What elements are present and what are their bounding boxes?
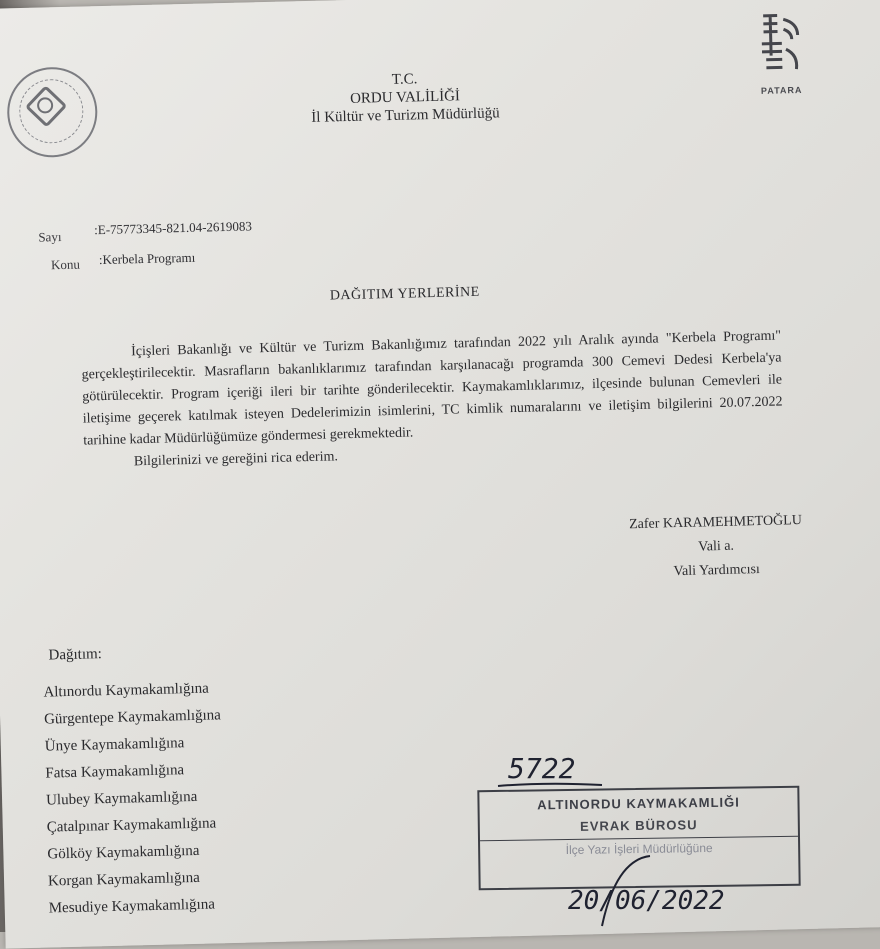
body-paragraph-1: İçişleri Bakanlığı ve Kültür ve Turizm Bakanlığımız tarafından 2022 yılı Aralık ayında "Kerbela Programı" gerçekleştirilecektir. Masrafların bakanlıklarımız tarafından karşılanacağı programda 300 Cemevi Dedesi Kerbela'ya götürülecektir. Program içeriği ileri bir tarihte gönderilecektir. Kaymakamlıklarımız, ilçesinde bulunan Cemevleri ile iletişime geçerek katılmak isteyen Dedelerimizin isimlerini, TC kimlik numaralarını ve iletişim bilgilerini 20.07.2022 tarihine kadar Müdürlüğümüze göndermesi gerekmektedir. — [81, 328, 783, 449]
distribution-item: Ünye Kaymakamlığına — [44, 735, 185, 755]
header-line-3: İl Kültür ve Turizm Müdürlüğü — [311, 105, 500, 126]
konu-value: :Kerbela Programı — [98, 249, 196, 268]
header-line-1: T.C. — [391, 71, 418, 88]
handwritten-scribble — [596, 850, 656, 930]
distribution-list — [43, 675, 226, 922]
distribution-item: Ulubey Kaymakamlığına — [45, 788, 198, 809]
handwritten-number: 5722 — [508, 752, 576, 785]
signer-line-2: Vali a. — [698, 538, 735, 555]
signer-name: Zafer KARAMEHMETOĞLU — [628, 513, 803, 533]
distribution-item: Gürgentepe Kaymakamlığına — [43, 707, 222, 728]
stamp-line-2: EVRAK BÜROSU — [579, 817, 698, 834]
stamp-line-1: ALTINORDU KAYMAKAMLIĞI — [537, 794, 740, 813]
header-line-2: ORDU VALİLİĞİ — [349, 88, 461, 107]
document-title: DAĞITIM YERLERİNE — [329, 284, 480, 304]
distribution-item: Fatsa Kaymakamlığına — [45, 762, 185, 782]
sayi-label: Sayı — [38, 229, 62, 245]
distribution-item: Çatalpınar Kaymakamlığına — [46, 815, 217, 836]
letterhead — [284, 68, 525, 128]
handwritten-date: 20/06/2022 — [568, 886, 725, 916]
stamp-line-3: İlçe Yazı İşleri Müdürlüğüne — [565, 840, 713, 858]
distribution-item: Mesudiye Kaymakamlığına — [48, 896, 216, 917]
patara-logo-icon — [755, 9, 809, 80]
distribution-item: Gölköy Kaymakamlığına — [47, 842, 200, 863]
distribution-label: Dağıtım: — [48, 646, 103, 664]
signer-title: Vali Yardımcısı — [673, 562, 761, 580]
distribution-item: Altınordu Kaymakamlığına — [43, 680, 210, 701]
signature-block — [595, 508, 837, 586]
sayi-value: :E-75773345-821.04-2619083 — [93, 218, 253, 238]
body-paragraph-2: Bilgilerinizi ve gereğini rica ederim. — [133, 449, 339, 470]
konu-label: Konu — [50, 256, 81, 273]
distribution-item: Korgan Kaymakamlığına — [47, 869, 201, 890]
document-body — [81, 325, 784, 474]
patara-logo-text: PATARA — [760, 84, 803, 96]
ministry-seal-icon — [6, 66, 98, 158]
